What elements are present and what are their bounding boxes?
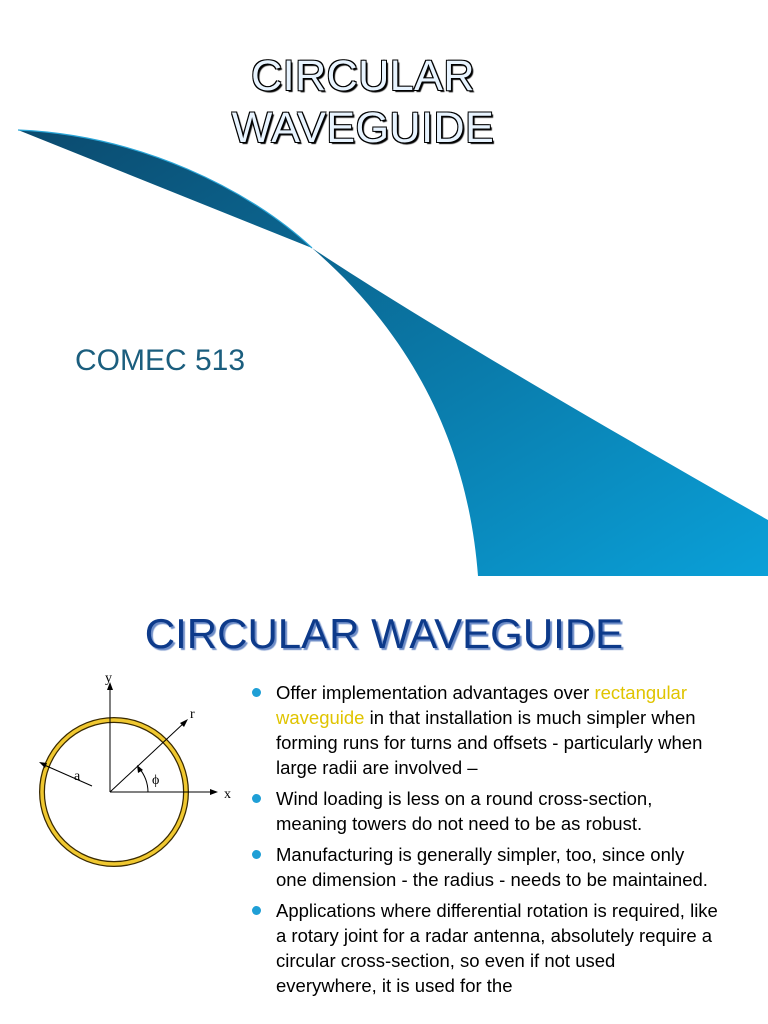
slide-title [0,50,726,154]
bullet-text: in that installation is much simpler when forming runs for turns and offsets - particularly when large radii are involved – [276,707,703,778]
label-r: r [190,707,195,722]
bullet-text: Wind loading is less on a round cross-section, meaning towers do not need to be as robust. [276,788,653,834]
bullet-item-1 [248,680,718,780]
highlighted-term: rectangular waveguide [276,682,688,728]
waveguide-cross-section-diagram [30,672,240,872]
bullet-item-3 [248,842,718,892]
bullet-text: Offer implementation advantages over [276,682,595,703]
label-y: y [105,672,112,686]
bullet-dot-icon [252,794,261,803]
bullet-text: Manufacturing is generally simpler, too, since only one dimension - the radius - needs to be maintained. [276,844,708,890]
title-line-1: CIRCULAR [251,52,475,100]
bullet-text: Applications where differential rotation is required, like a rotary joint for a radar antenna, absolutely require a circular cross-section, so even if not used everywhere, it is used for the [276,900,718,996]
bullet-dot-icon [252,688,261,697]
title-line-2: WAVEGUIDE [231,104,495,152]
bullet-dot-icon [252,850,261,859]
label-phi: ϕ [152,773,160,788]
bullet-list [248,680,718,1004]
slide-heading: CIRCULAR WAVEGUIDE [144,610,624,657]
bullet-item-2 [248,786,718,836]
label-x: x [224,787,231,802]
content-slide [0,576,768,1024]
bullet-item-4 [248,898,718,998]
bullet-dot-icon [252,906,261,915]
label-a: a [74,769,81,784]
course-code: COMEC 513 [75,344,246,377]
